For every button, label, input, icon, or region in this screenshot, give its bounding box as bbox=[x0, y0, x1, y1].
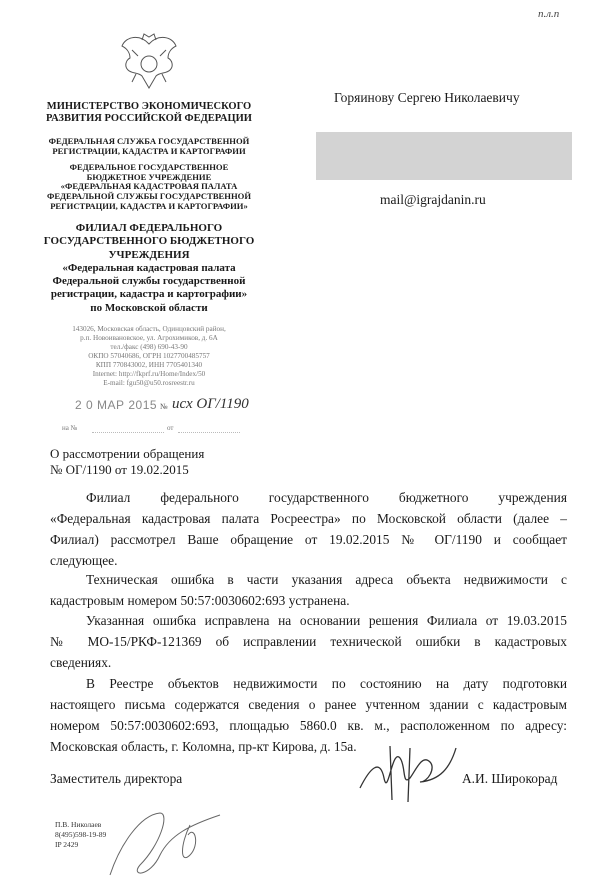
address-line: E-mail: fgu50@u50.rosreestr.ru bbox=[103, 379, 195, 387]
body-line: сведениях. bbox=[50, 655, 112, 670]
institution-line: ФЕДЕРАЛЬНОЕ ГОСУДАРСТВЕННОЕ bbox=[69, 162, 229, 172]
reply-from-line bbox=[178, 432, 240, 433]
ministry-line: РАЗВИТИЯ РОССИЙСКОЙ ФЕДЕРАЦИИ bbox=[46, 112, 252, 124]
address-line: ОКПО 57040686, ОГРН 1027700485757 bbox=[88, 352, 210, 360]
body-line: номером 50:57:0030602:693, площадью 5860.0 кв. м., расположенном по адресу: bbox=[50, 718, 567, 733]
branch-line: УЧРЕЖДЕНИЯ bbox=[108, 248, 190, 261]
executor-phone: 8(495)598-19-89 bbox=[55, 830, 107, 840]
body-line: № МО-15/РКФ-121369 об исправлении технической ошибки в кадастровых bbox=[50, 634, 567, 649]
service-name bbox=[30, 137, 268, 156]
date-stamp: 2 0 МАР 2015 bbox=[75, 398, 158, 412]
signatory-name: А.И. Широкорад bbox=[462, 771, 558, 786]
institution-line: РЕГИСТРАЦИИ, КАДАСТРА И КАРТОГРАФИИ» bbox=[50, 200, 248, 211]
body-line: Филиал) рассмотрел Ваше обращение от 19.02.2015 № ОГ/1190 и сообщает bbox=[50, 532, 567, 547]
redacted-address-block bbox=[316, 132, 572, 180]
address-line: КПП 770843002, ИНН 7705401340 bbox=[95, 361, 203, 369]
ministry-name bbox=[30, 101, 268, 125]
body-line: Филиал федерального государственного бюджетного учреждения bbox=[86, 490, 567, 505]
executor-ip: IP 2429 bbox=[55, 840, 79, 850]
address-line: р.п. Новоивановское, ул. Агрохимиков, д. 6А bbox=[80, 334, 218, 342]
institution-line: БЮДЖЕТНОЕ УЧРЕЖДЕНИЕ bbox=[86, 171, 212, 182]
institution-line: «ФЕДЕРАЛЬНАЯ КАДАСТРОВАЯ ПАЛАТА bbox=[60, 181, 238, 192]
body-line: Московская область, г. Коломна, пр-кт Кирова, д. 15а. bbox=[50, 739, 357, 754]
address-line: тел./факс (498) 690-43-90 bbox=[110, 343, 188, 351]
ministry-line: МИНИСТЕРСТВО ЭКОНОМИЧЕСКОГО bbox=[46, 101, 252, 112]
subject-line: О рассмотрении обращения bbox=[50, 446, 205, 461]
body-line: настоящего письма содержатся сведения о ранее учтенном здании с кадастровым bbox=[50, 697, 567, 712]
handwritten-corner-mark: п.л.п bbox=[538, 8, 560, 20]
coat-of-arms-emblem bbox=[118, 30, 180, 94]
body-line: следующее. bbox=[50, 553, 118, 568]
executor-info bbox=[55, 820, 106, 850]
subject bbox=[50, 446, 204, 478]
recipient-name: Горяинову Сергею Николаевичу bbox=[334, 90, 520, 105]
branch-line: регистрации, кадастра и картографии» bbox=[50, 288, 248, 301]
reply-to-label: на № bbox=[62, 424, 78, 432]
executor-signature bbox=[100, 805, 230, 881]
number-prefix: № bbox=[160, 402, 168, 411]
address-line: Internet: http://fkprf.ru/Home/Index/50 bbox=[92, 370, 206, 378]
branch-name bbox=[30, 222, 268, 315]
body-line: кадастровым номером 50:57:0030602:693 устранена. bbox=[50, 593, 350, 608]
service-line: РЕГИСТРАЦИИ, КАДАСТРА И КАРТОГРАФИИ bbox=[52, 145, 246, 156]
branch-line: Федеральной службы государственной bbox=[52, 275, 246, 288]
outgoing-number-handwritten: исх ОГ/1190 bbox=[172, 396, 249, 412]
body-line: В Реестре объектов недвижимости по состоянию на дату подготовки bbox=[86, 676, 567, 691]
branch-address bbox=[30, 325, 268, 388]
branch-line: ФИЛИАЛ ФЕДЕРАЛЬНОГО bbox=[75, 222, 223, 234]
body-line: Указанная ошибка исправлена на основании решения Филиала от 19.03.2015 bbox=[86, 613, 567, 628]
branch-line: «Федеральная кадастровая палата bbox=[62, 261, 236, 274]
address-line: 143026, Московская область, Одинцовский район, bbox=[72, 325, 226, 333]
reply-to-line bbox=[92, 432, 164, 433]
institution-line: ФЕДЕРАЛЬНОЙ СЛУЖБЫ ГОСУДАРСТВЕННОЙ bbox=[46, 190, 252, 201]
body-line: Техническая ошибка в части указания адреса объекта недвижимости с bbox=[86, 572, 567, 587]
handwritten-signature bbox=[350, 738, 460, 808]
institution-name bbox=[30, 163, 268, 211]
body-line: «Федеральная кадастровая палата Росреестра» по Московской области (далее – bbox=[50, 511, 567, 526]
subject-line: № ОГ/1190 от 19.02.2015 bbox=[50, 462, 189, 477]
reply-from-label: от bbox=[167, 424, 174, 432]
recipient-email: mail@igrajdanin.ru bbox=[380, 192, 486, 207]
executor-name: П.В. Николаев bbox=[55, 820, 102, 829]
branch-line: ГОСУДАРСТВЕННОГО БЮДЖЕТНОГО bbox=[43, 235, 255, 248]
service-line: ФЕДЕРАЛЬНАЯ СЛУЖБА ГОСУДАРСТВЕННОЙ bbox=[48, 136, 250, 146]
branch-line: по Московской области bbox=[90, 301, 208, 314]
signatory-position: Заместитель директора bbox=[50, 771, 183, 786]
